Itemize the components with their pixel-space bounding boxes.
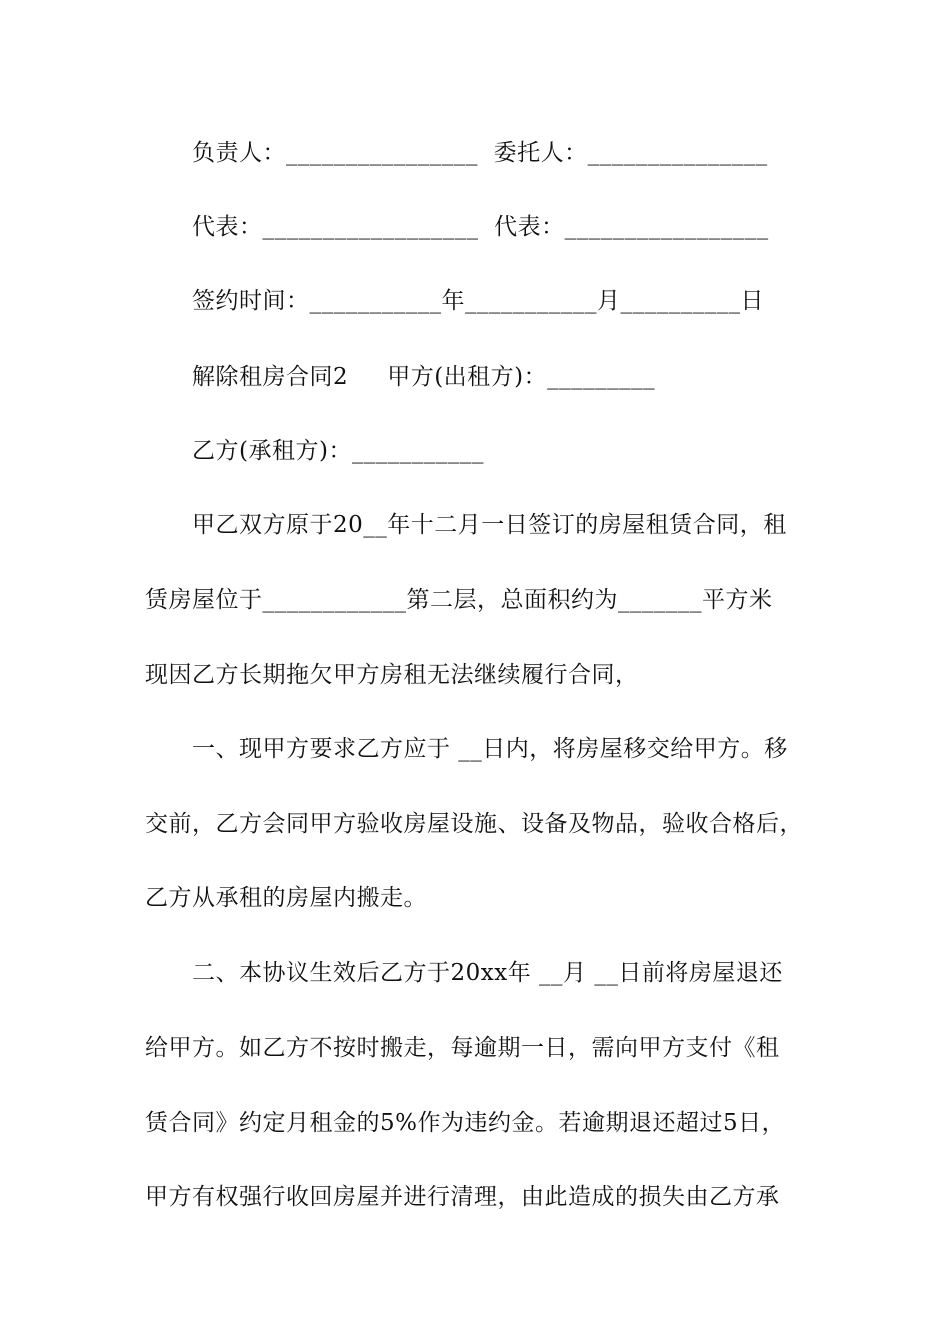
paragraph-line: 赁房屋位于____________第二层，总面积约为_______平方米 (145, 587, 773, 613)
contract-title-lessor-line: 解除租房合同2 甲方(出租方)：_________ (192, 364, 656, 390)
paragraph-line: 现因乙方长期拖欠甲方房租无法继续履行合同， (145, 662, 639, 688)
paragraph-line: 赁合同》约定月租金的5%作为违约金。若逾期退还超过5日， (145, 1110, 786, 1136)
clause-two-line: 二、本协议生效后乙方于20xx年 __月 __日前将房屋退还 (192, 960, 783, 986)
paragraph-line: 给甲方。如乙方不按时搬走，每逾期一日，需向甲方支付《租 (145, 1035, 780, 1061)
paragraph-line: 乙方从承租的房屋内搬走。 (145, 885, 427, 911)
clause-one-line: 一、现甲方要求乙方应于 __日内，将房屋移交给甲方。移 (192, 736, 788, 762)
paragraph-line: 甲方有权强行收回房屋并进行清理，由此造成的损失由乙方承 (145, 1184, 780, 1210)
signature-line-responsible-entrusting: 负责人：________________ 委托人：_______________ (192, 140, 768, 166)
signature-line-representatives: 代表：__________________ 代表：_________________ (192, 214, 769, 240)
signing-date-line: 签约时间：___________年___________月__________日 (192, 288, 764, 314)
paragraph-line: 甲乙双方原于20__年十二月一日签订的房屋租赁合同，租 (192, 512, 787, 538)
paragraph-line: 交前，乙方会同甲方验收房屋设施、设备及物品，验收合格后， (145, 811, 803, 837)
lessee-line: 乙方(承租方)：___________ (192, 438, 484, 464)
